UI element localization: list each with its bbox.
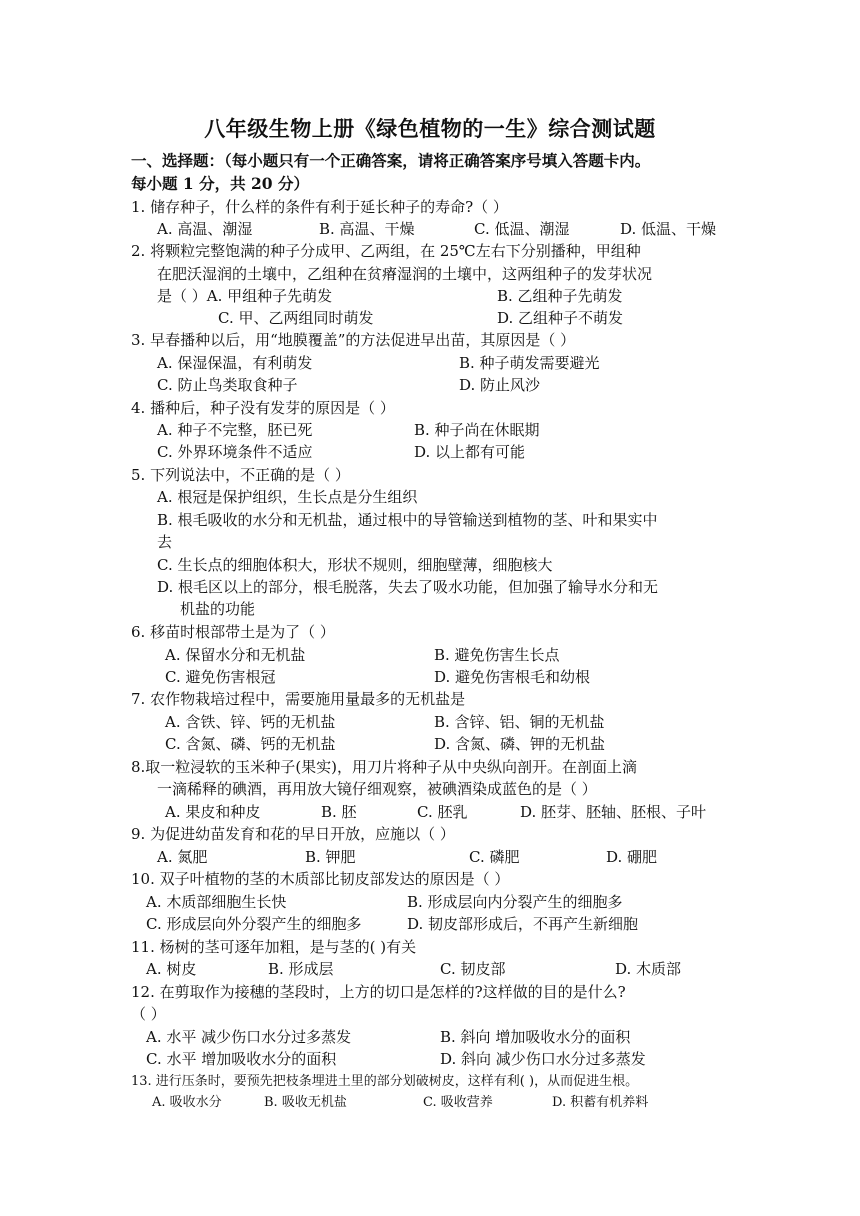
question-5-option-b-cont: 去	[157, 533, 173, 551]
question-3-option-b: B. 种子萌发需要避光	[459, 354, 600, 372]
question-10-stem: 10. 双子叶植物的茎的木质部比韧皮部发达的原因是（ ）	[131, 870, 510, 888]
question-1-option-d: D. 低温、干燥	[620, 220, 717, 238]
question-5-option-c: C. 生长点的细胞体积大，形状不规则，细胞壁薄，细胞核大	[157, 556, 553, 574]
question-2-option-d: D. 乙组种子不萌发	[497, 309, 624, 327]
question-8-stem: 8.取一粒浸软的玉米种子(果实)，用刀片将种子从中央纵向剖开。在剖面上滴	[131, 758, 638, 776]
question-13-option-d: D. 积蓄有机养料	[552, 1095, 649, 1110]
question-6-stem: 6. 移苗时根部带土是为了（ ）	[131, 623, 335, 641]
question-2-stem: 2. 将颗粒完整饱满的种子分成甲、乙两组，在 25℃左右下分别播种，甲组种	[131, 242, 641, 260]
question-1-option-a: A. 高温、潮湿	[157, 220, 253, 238]
question-6-option-a: A. 保留水分和无机盐	[165, 646, 306, 664]
question-8-option-d: D. 胚芽、胚轴、胚根、子叶	[520, 803, 707, 821]
question-3-stem: 3. 早春播种以后，用“地膜覆盖”的方法促进早出苗，其原因是（ ）	[131, 331, 576, 349]
question-6-option-d: D. 避免伤害根毛和幼根	[434, 668, 591, 686]
question-8-option-b: B. 胚	[321, 803, 357, 821]
question-5-option-a: A. 根冠是保护组织，生长点是分生组织	[157, 488, 418, 506]
question-8-option-a: A. 果皮和种皮	[165, 803, 261, 821]
question-4-option-d: D. 以上都有可能	[414, 443, 526, 461]
question-13-option-b: B. 吸收无机盐	[264, 1095, 347, 1110]
question-7-option-a: A. 含铁、锌、钙的无机盐	[165, 713, 336, 731]
question-4-stem: 4. 播种后，种子没有发芽的原因是（ ）	[131, 399, 395, 417]
question-7-option-b: B. 含锌、铝、铜的无机盐	[434, 713, 605, 731]
question-2-stem-cont: 在肥沃湿润的土壤中，乙组种在贫瘠湿润的土壤中，这两组种子的发芽状况	[157, 265, 653, 283]
question-2-option-c: C. 甲、乙两组同时萌发	[218, 309, 374, 327]
question-12-stem: 12. 在剪取作为接穗的茎段时，上方的切口是怎样的?这样做的目的是什么?	[131, 983, 626, 1001]
question-6-option-b: B. 避免伤害生长点	[434, 646, 560, 664]
question-9-option-c: C. 磷肥	[469, 848, 520, 866]
question-7-stem: 7. 农作物栽培过程中，需要施用量最多的无机盐是	[131, 690, 466, 708]
page-title: 八年级生物上册《绿色植物的一生》综合测试题	[204, 116, 656, 141]
question-10-option-a: A. 木质部细胞生长快	[146, 893, 287, 911]
question-1-option-b: B. 高温、干燥	[319, 220, 415, 238]
question-12-option-d: D. 斜向 减少伤口水分过多蒸发	[440, 1050, 646, 1068]
question-9-option-d: D. 硼肥	[606, 848, 658, 866]
question-7-option-d: D. 含氮、磷、钾的无机盐	[434, 735, 606, 753]
question-12-option-c: C. 水平 增加吸收水分的面积	[146, 1050, 337, 1068]
question-8-option-c: C. 胚乳	[417, 803, 468, 821]
question-6-option-c: C. 避免伤害根冠	[165, 668, 276, 686]
question-3-option-a: A. 保湿保温，有利萌发	[157, 354, 313, 372]
question-11-option-a: A. 树皮	[146, 960, 197, 978]
question-1-stem: 1. 储存种子，什么样的条件有利于延长种子的寿命?（ ）	[131, 198, 508, 216]
question-9-stem: 9. 为促进幼苗发育和花的早日开放，应施以（ ）	[131, 825, 455, 843]
question-2-option-b: B. 乙组种子先萌发	[497, 287, 623, 305]
question-13-stem: 13. 进行压条时，要预先把枝条埋进土里的部分划破树皮，这样有利( )，从而促进生根。	[131, 1074, 639, 1089]
question-3-option-c: C. 防止鸟类取食种子	[157, 376, 298, 394]
section-heading-cont: 每小题 1 分，共 20 分）	[131, 174, 309, 193]
question-1-option-c: C. 低温、潮湿	[474, 220, 570, 238]
question-5-option-d: D. 根毛区以上的部分，根毛脱落，失去了吸水功能，但加强了输导水分和无	[157, 578, 659, 596]
question-11-option-c: C. 韧皮部	[440, 960, 506, 978]
question-5-stem: 5. 下列说法中，不正确的是（ ）	[131, 466, 350, 484]
question-9-option-b: B. 钾肥	[305, 848, 356, 866]
question-5-option-b: B. 根毛吸收的水分和无机盐，通过根中的导管输送到植物的茎、叶和果实中	[157, 511, 658, 529]
question-12-option-b: B. 斜向 增加吸收水分的面积	[440, 1028, 631, 1046]
question-7-option-c: C. 含氮、磷、钙的无机盐	[165, 735, 336, 753]
question-3-option-d: D. 防止风沙	[459, 376, 541, 394]
question-11-option-d: D. 木质部	[615, 960, 682, 978]
question-11-stem: 11. 杨树的茎可逐年加粗，是与茎的( )有关	[131, 938, 417, 956]
question-13-option-c: C. 吸收营养	[423, 1095, 493, 1110]
question-4-option-c: C. 外界环境条件不适应	[157, 443, 313, 461]
question-9-option-a: A. 氮肥	[157, 848, 208, 866]
question-5-option-d-cont: 机盐的功能	[180, 600, 256, 618]
question-11-option-b: B. 形成层	[268, 960, 334, 978]
question-8-stem-cont: 一滴稀释的碘酒，再用放大镜仔细观察，被碘酒染成蓝色的是（ ）	[157, 780, 597, 798]
question-10-option-c: C. 形成层向外分裂产生的细胞多	[146, 915, 362, 933]
question-10-option-d: D. 韧皮部形成后，不再产生新细胞	[407, 915, 639, 933]
question-10-option-b: B. 形成层向内分裂产生的细胞多	[407, 893, 623, 911]
question-12-stem-cont: （ ）	[131, 1005, 166, 1023]
question-4-option-a: A. 种子不完整，胚已死	[157, 421, 313, 439]
question-4-option-b: B. 种子尚在休眠期	[414, 421, 540, 439]
question-2-stem-option-a: 是（ ）A. 甲组种子先萌发	[157, 287, 333, 305]
question-12-option-a: A. 水平 减少伤口水分过多蒸发	[146, 1028, 352, 1046]
question-13-option-a: A. 吸收水分	[152, 1095, 222, 1110]
section-heading: 一、选择题：（每小题只有一个正确答案，请将正确答案序号填入答题卡内。	[131, 151, 651, 170]
